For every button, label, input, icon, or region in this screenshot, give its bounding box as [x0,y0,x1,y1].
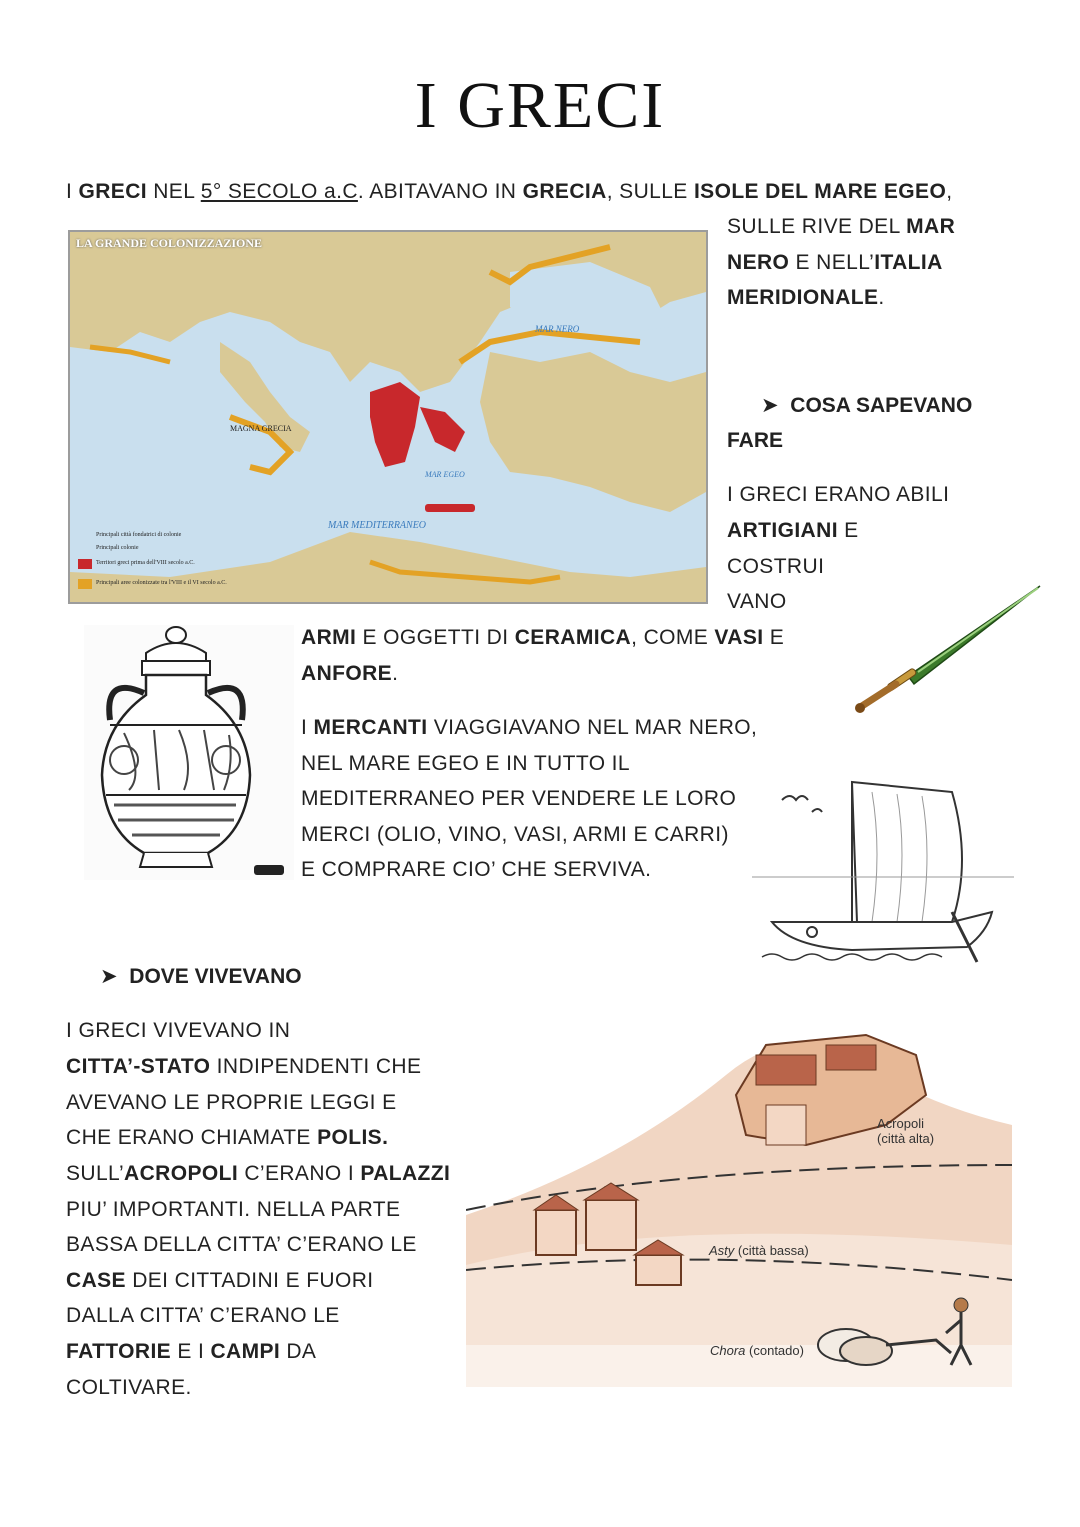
skills-line-5: ARMI E OGGETTI DI CERAMICA, COME VASI E [301,626,785,649]
where-line-8: CASE DEI CITTADINI E FUORI [66,1269,374,1292]
merchants-line-1: I MERCANTI VIAGGIAVANO NEL MAR NERO, [301,716,758,739]
skills-line-6: ANFORE. [301,662,399,685]
merchants-line-5: E COMPRARE CIO’ CHE SERVIVA. [301,858,652,881]
intro-line-3: NERO E NELL’ITALIA [727,251,943,274]
skills-heading-2: FARE [727,429,784,452]
merchants-line-3: MEDITERRANEO PER VENDERE LE LORO [301,787,737,810]
acropoli-label: Acropoli (città alta) [877,1116,935,1146]
map-legend-2: Principali colonie [96,545,139,551]
arrow-bullet-icon: ➤ [761,394,779,417]
asty-label: Asty (città bassa) [709,1243,809,1258]
skills-line-3: COSTRUI [727,555,825,578]
where-line-7: BASSA DELLA CITTA’ C’ERANO LE [66,1233,417,1256]
intro-line-2: SULLE RIVE DEL MAR [727,215,956,238]
where-line-6: PIU’ IMPORTANTI. NELLA PARTE [66,1198,401,1221]
legend-swatch-colonies [78,579,92,589]
where-line-10: FATTORIE E I CAMPI DA [66,1340,317,1363]
map-magna-grecia: MAGNA GRECIA [230,424,292,433]
where-line-9: DALLA CITTA’ C’ERANO LE [66,1304,340,1327]
sword-illustration [848,580,1048,715]
where-line-5: SULL’ACROPOLI C’ERANO I PALAZZI [66,1162,451,1185]
amphora-illustration [84,625,294,880]
where-line-11: COLTIVARE. [66,1376,192,1399]
ship-illustration [752,772,1014,977]
merchants-line-4: MERCI (OLIO, VINO, VASI, ARMI E CARRI) [301,823,729,846]
map-legend-3: Territori greci prima dell'VIII secolo a.C. [96,560,195,566]
skills-line-4: VANO [727,590,787,613]
legend-swatch-greek [78,559,92,569]
arrow-bullet-icon: ➤ [100,965,118,988]
colonization-map [68,230,708,604]
polis-drawing [466,1015,1012,1387]
page-title: I GRECI [414,69,666,142]
skills-line-1: I GRECI ERANO ABILI [727,483,950,506]
map-sea-black: MAR NERO [535,324,580,334]
where-line-4: CHE ERANO CHIAMATE POLIS. [66,1126,389,1149]
skills-heading: ➤ COSA SAPEVANO [761,394,973,417]
skills-line-2: ARTIGIANI E [727,519,859,542]
map-sea-aegean: MAR EGEO [425,470,465,479]
where-line-2: CITTA’-STATO INDIPENDENTI CHE [66,1055,422,1078]
where-line-3: AVEVANO LE PROPRIE LEGGI E [66,1091,397,1114]
merchants-line-2: NEL MARE EGEO E IN TUTTO IL [301,752,630,775]
map-drawing [70,232,706,602]
map-legend-4: Principali aree colonizzate tra l'VIII e il VI secolo a.C. [96,580,227,586]
map-title: LA GRANDE COLONIZZAZIONE [76,236,263,250]
crete [425,504,475,512]
where-line-1: I GRECI VIVEVANO IN [66,1019,291,1042]
map-sea-med: MAR MEDITERRANEO [328,520,427,531]
intro-line-4: MERIDIONALE. [727,286,885,309]
intro-line-1: I GRECI NEL 5° SECOLO a.C. ABITAVANO IN GRECIA, SULLE ISOLE DEL MARE EGEO, [66,180,953,203]
where-heading: ➤ DOVE VIVEVANO [100,965,302,988]
map-legend-1: Principali città fondatrici di colonie [96,532,182,538]
chora-label: Chora (contado) [710,1343,804,1358]
polis-diagram [466,1015,1012,1387]
